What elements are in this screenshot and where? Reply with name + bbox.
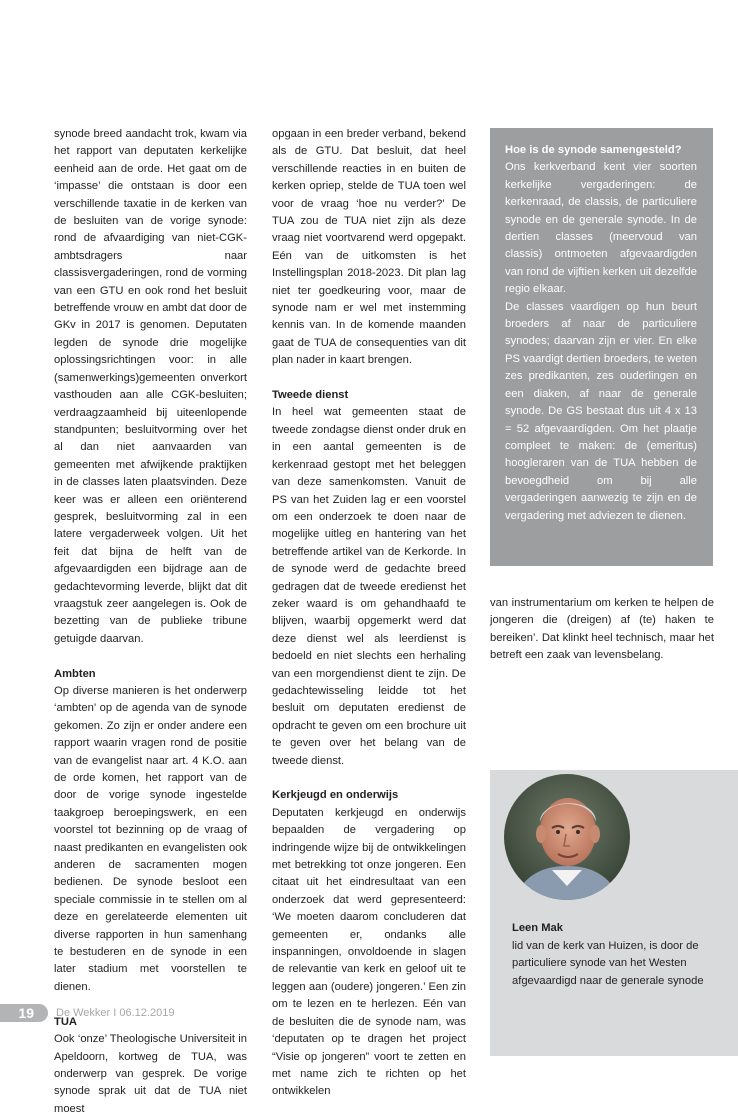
sidebar-box bbox=[490, 128, 713, 566]
body-paragraph: Deputaten kerkjeugd en onderwijs bepaalden de vergadering op indringende wijze bij de ontwikkelingen met betrekking tot onze jongeren. Een citaat uit het eindresultaat van een onderzoek dat werd gepresenteerd: ‘We moeten daarom concluderen dat gemeenten er, ondanks alle inspanningen, onvoldoende in slagen de relevantie van kerk en geloof uit te leggen aan (oudere) jongeren.’ Een zin om te lezen en te herlezen. Eén van de besluiten die de synode nam, was ‘deputaten op te dragen het project “Visie op jongeren” voort te zetten en met name zich te richten op het ontwikkelen bbox=[272, 806, 466, 1098]
footer-separator: I bbox=[113, 1007, 117, 1019]
section-heading-ambten: Ambten bbox=[54, 667, 96, 680]
sidebar-paragraph: De classes vaardigen op hun beurt broeders af naar de particuliere synodes; daarvan zijn er vier. En elke PS vaardigt dertien broeders, te weten zes predikanten, zes ouderlingen en een diaken, af naar de generale synode. De GS bestaat dus uit 4 x 13 = 52 afgevaardigden. Om het plaatje compleet te maken: de (emeritus) hoogleraren van de TUA hebben de bevoegdheid om bij alle vergaderingen aanwezig te zijn en de vergadering met adviezen te dienen. bbox=[505, 300, 697, 522]
footer-label bbox=[56, 1005, 174, 1021]
body-paragraph: Op diverse manieren is het onderwerp ‘ambten’ op de agenda van de synode gekomen. Zo zijn er onder andere een rapport waarin vragen rond de positie van de evangelist naar art. 4 K.O. aan de orde komen, het rapport van de door de vorige synode ingestelde taakgroep beroepingswerk, en een voorstel tot bezinning op de vraag of naast predikanten en evangelisten ook anderen de sacramenten mogen bedienen. De synode besloot een speciale commissie in te stellen om al deze en gerelateerde elementen uit diverse rapporten in hun samenhang te bestuderen en de synode in een later stadium met voorstellen te dienen. bbox=[54, 684, 247, 993]
section-heading-tua: TUA bbox=[54, 1015, 77, 1028]
author-name: Leen Mak bbox=[512, 922, 563, 934]
portrait-image bbox=[504, 774, 630, 900]
body-paragraph: synode breed aandacht trok, kwam via het rapport van deputaten kerkelijke eenheid aan de orde. Het gaat om de ‘impasse’ die ontstaan is door een verschillende taxatie in de kerken van de besluiten van de vorige synode: rond de afvaardiging van niet-CGK-ambtsdragers naar classisvergaderingen, rond de vorming van een GTU en ook rond het besluit betreffende vrouw en ambt dat door de GKv in 2017 is genomen. Deputaten legden de synode drie mogelijke oplossingsrichtingen voor: in alle (samenwerkings)gemeenten onverkort vasthouden aan alle CGK-besluiten; verdraagzaamheid bij uiteenlopende standpunten; besluitvorming over het al dan niet aanvaarden van gemeenten met afwijkende praktijken in de classes laten plaatsvinden. Deze keer was er alleen een oriënterend gesprek, besluitvorming zal in een latere vergaderweek volgen. Uit het feit dat bijna de helft van de afgevaardigden een bijdrage aan de gedachtevorming leverde, blijkt dat dit vraagstuk zeer aangelegen is. Ook de bezetting van de publieke tribune getuigde daarvan. bbox=[54, 128, 247, 645]
author-portrait bbox=[504, 774, 630, 900]
article-column-3 bbox=[490, 595, 714, 665]
article-column-2 bbox=[272, 126, 466, 1101]
sidebar-title: Hoe is de synode samengesteld? bbox=[505, 144, 682, 156]
author-bio bbox=[512, 920, 712, 990]
sidebar-paragraph: Ons kerkverband kent vier soorten kerkelijke vergaderingen: de kerkenraad, de classis, de particuliere synode en de generale synode. In de dertien classes (meervoud van classis) ontmoeten afgevaardigden van rond de vijftien kerken uit dezelfde regio elkaar. bbox=[505, 161, 697, 296]
section-heading-kerkjeugd: Kerkjeugd en onderwijs bbox=[272, 789, 399, 802]
publication-date: 06.12.2019 bbox=[119, 1007, 175, 1019]
article-column-1 bbox=[54, 126, 247, 1118]
section-heading-tweede-dienst: Tweede dienst bbox=[272, 389, 349, 402]
body-paragraph: Ook ‘onze’ Theologische Universiteit in Apeldoorn, kortweg de TUA, was onderwerp van gesprek. De vorige synode sprak uit dat de TUA niet moest bbox=[54, 1033, 247, 1115]
body-paragraph: opgaan in een breder verband, bekend als de GTU. Dat besluit, dat heel verschillende reacties in en buiten de kerken opriep, stelde de TUA toen wel voor de vraag ‘hoe nu verder?’ De TUA zou de TUA niet zijn als deze vraag niet voortvarend werd opgepakt. Eén van de uitkomsten is het Instellingsplan 2018-2023. Dit plan lag niet ter goedkeuring voor, maar de synode nam er wel met instemming kennis van. In de komende maanden gaat de TUA de consequenties van dit plan nader in kaart brengen. bbox=[272, 128, 466, 367]
page-number: 19 bbox=[0, 1004, 48, 1022]
body-paragraph: In heel wat gemeenten staat de tweede zondagse dienst onder druk en in een aantal gemeenten is de kerkenraad gestopt met het beleggen van deze samenkomsten. Vanuit de PS van het Zuiden lag er een voorstel om een onderzoek te doen naar de mogelijke uitleg en hantering van het betreffende artikel van de Kerkorde. In de synode werd de gedachte breed gedragen dat de tweede eredienst het zeker waard is om gehandhaafd te blijven, waarbij opgemerkt werd dat deze dienst wel als leerdienst is bedoeld en niet slechts een herhaling van een morgendienst dient te zijn. De gedachtewisseling leidde tot het besluit om deputaten eredienst de opdracht te geven om een brochure uit te geven over het belang van de tweede dienst. bbox=[272, 406, 466, 767]
publication-name: De Wekker bbox=[56, 1007, 111, 1019]
body-paragraph: van instrumentarium om kerken te helpen de jongeren die (dreigen) af (te) haken te bereiken’. Dat klinkt heel technisch, maar het betreft een zaak van levensbelang. bbox=[490, 597, 714, 662]
author-description: lid van de kerk van Huizen, is door de particuliere synode van het Westen afgevaardigd naar de generale synode bbox=[512, 939, 704, 987]
